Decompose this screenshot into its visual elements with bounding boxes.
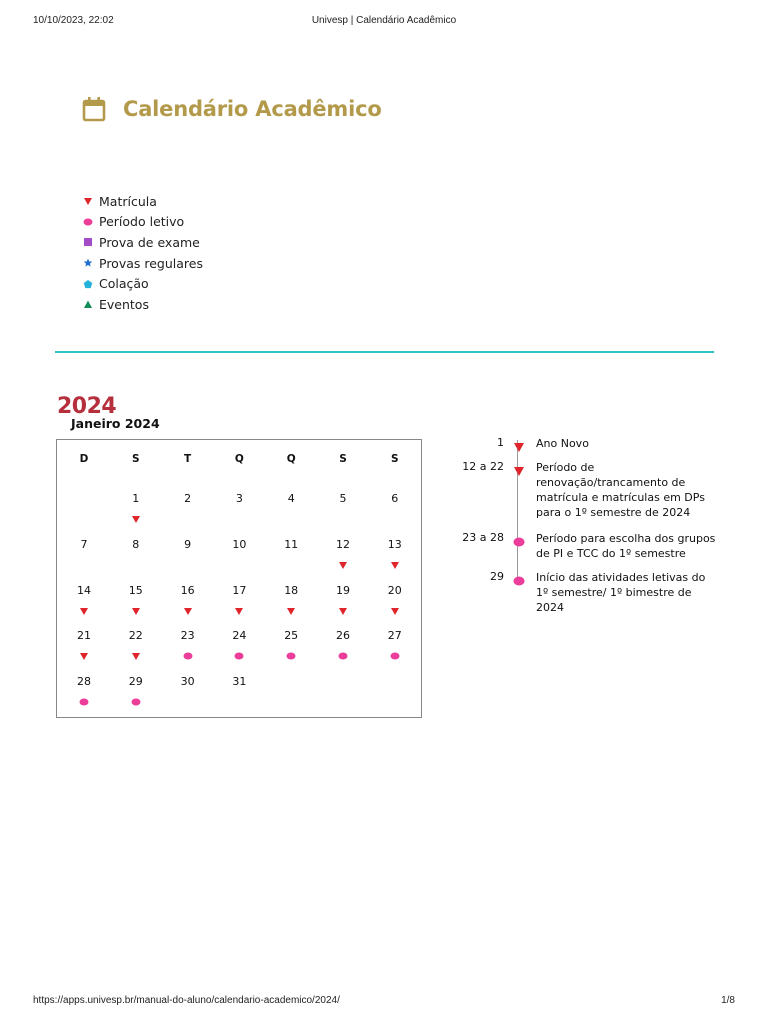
day-number: 29	[128, 675, 143, 689]
day-marker	[168, 692, 208, 704]
day-marker	[271, 509, 311, 521]
day-number: 25	[284, 629, 299, 643]
triangle-down-icon	[131, 514, 141, 524]
circle-icon	[338, 651, 348, 661]
weekday-header: S	[132, 453, 140, 465]
day-cell	[64, 583, 104, 613]
day-number: 23	[180, 629, 195, 643]
weekday-header: Q	[234, 453, 244, 465]
day-cell	[168, 674, 208, 704]
day-number: 31	[232, 675, 247, 689]
day-marker	[271, 601, 311, 613]
year-heading: 2024	[57, 394, 117, 419]
day-marker	[116, 555, 156, 567]
legend-label: Colação	[99, 276, 149, 292]
legend-symbol	[82, 258, 93, 269]
print-date: 10/10/2023, 22:02	[33, 15, 114, 26]
triangle-down-icon	[513, 441, 525, 453]
day-cell	[271, 583, 311, 613]
day-number: 30	[180, 675, 195, 689]
day-number: 21	[77, 629, 91, 643]
legend-symbol	[82, 216, 93, 227]
day-number: 13	[387, 537, 402, 551]
day-marker	[375, 601, 415, 613]
day-marker	[64, 646, 104, 658]
day-number: 14	[77, 583, 91, 597]
event-marker	[513, 533, 525, 545]
day-marker	[116, 646, 156, 658]
legend-symbol	[82, 196, 93, 207]
day-cell	[323, 583, 363, 613]
day-cell	[168, 491, 208, 521]
day-cell	[116, 674, 156, 704]
day-number: 22	[128, 629, 143, 643]
day-number: 2	[184, 492, 192, 505]
day-cell	[219, 628, 259, 658]
star-icon	[83, 258, 93, 268]
event-date: 1	[497, 436, 504, 449]
legend-item	[82, 232, 203, 253]
triangle-up-icon	[83, 299, 93, 309]
day-cell	[168, 628, 208, 658]
square-icon	[83, 237, 93, 247]
page-title	[82, 96, 382, 122]
day-number: 19	[336, 583, 350, 597]
legend-symbol	[82, 278, 93, 289]
legend	[82, 191, 203, 315]
circle-icon	[131, 697, 141, 707]
calendar-icon	[82, 96, 106, 122]
legend-label: Período letivo	[99, 214, 185, 230]
day-marker	[219, 555, 259, 567]
day-cell	[271, 628, 311, 658]
day-marker	[323, 509, 363, 521]
circle-icon	[286, 651, 296, 661]
legend-item	[82, 273, 203, 294]
month-heading: Janeiro 2024	[71, 416, 160, 431]
legend-item	[82, 294, 203, 315]
circle-icon	[79, 697, 89, 707]
circle-icon	[390, 651, 400, 661]
day-marker	[219, 692, 259, 704]
day-marker	[375, 555, 415, 567]
event-marker	[513, 462, 525, 474]
day-marker	[271, 555, 311, 567]
weekday-header: T	[184, 453, 192, 465]
day-cell	[219, 537, 259, 567]
pentagon-icon	[83, 279, 93, 289]
day-cell	[323, 537, 363, 567]
day-number: 27	[387, 629, 402, 643]
day-cell	[116, 583, 156, 613]
day-cell	[64, 537, 104, 567]
day-marker	[219, 646, 259, 658]
day-marker	[271, 646, 311, 658]
day-cell	[219, 583, 259, 613]
timeline-line	[517, 440, 518, 580]
day-marker	[219, 509, 259, 521]
day-marker	[219, 601, 259, 613]
day-number: 18	[284, 583, 299, 597]
day-cell	[219, 674, 259, 704]
legend-label: Matrícula	[99, 193, 157, 209]
weekday-header: Q	[286, 453, 296, 465]
day-marker	[116, 509, 156, 521]
day-marker	[64, 601, 104, 613]
day-number: 8	[132, 537, 140, 551]
day-number: 16	[180, 583, 195, 597]
day-number: 9	[184, 537, 192, 551]
event-marker	[513, 438, 525, 450]
day-marker	[64, 692, 104, 704]
day-number: 4	[287, 492, 295, 505]
event-date: 12 a 22	[462, 460, 504, 473]
event-description: Ano Novo	[536, 437, 589, 450]
triangle-down-icon	[513, 465, 525, 477]
day-cell	[219, 491, 259, 521]
day-cell	[323, 491, 363, 521]
day-marker	[168, 509, 208, 521]
day-marker	[323, 646, 363, 658]
day-cell	[168, 537, 208, 567]
day-cell	[116, 491, 156, 521]
triangle-down-icon	[286, 606, 296, 616]
legend-label: Provas regulares	[99, 255, 203, 271]
day-number: 6	[391, 492, 399, 505]
triangle-down-icon	[79, 606, 89, 616]
day-cell	[271, 537, 311, 567]
day-number: 11	[284, 537, 299, 551]
circle-icon	[234, 651, 244, 661]
day-number: 17	[232, 583, 247, 597]
circle-icon	[513, 536, 525, 548]
circle-icon	[83, 217, 93, 227]
print-title: Univesp | Calendário Acadêmico	[311, 15, 457, 26]
triangle-down-icon	[390, 560, 400, 570]
day-marker	[168, 601, 208, 613]
day-marker	[168, 646, 208, 658]
triangle-down-icon	[234, 606, 244, 616]
day-cell	[64, 674, 104, 704]
month-calendar	[56, 439, 422, 718]
weekday-header: S	[391, 453, 399, 465]
day-cell	[375, 583, 415, 613]
event-description: Período de renovação/trancamento de matrícula e matrículas em DPs para o 1º semestre de 2024	[536, 461, 705, 519]
day-marker	[168, 555, 208, 567]
day-cell	[168, 583, 208, 613]
triangle-down-icon	[83, 196, 93, 206]
day-cell	[375, 628, 415, 658]
legend-item	[82, 253, 203, 274]
print-url: https://apps.univesp.br/manual-do-aluno/calendario-academico/2024/	[33, 995, 340, 1006]
legend-symbol	[82, 299, 93, 310]
day-marker	[116, 601, 156, 613]
day-number: 5	[339, 492, 347, 505]
triangle-down-icon	[390, 606, 400, 616]
print-page-number: 1/8	[721, 995, 735, 1006]
legend-item	[82, 212, 203, 233]
day-number: 7	[80, 537, 88, 551]
day-number: 10	[232, 537, 247, 551]
weekday-header: D	[79, 453, 89, 465]
day-number: 24	[232, 629, 247, 643]
day-number: 28	[77, 675, 91, 689]
day-cell	[116, 537, 156, 567]
day-number: 12	[336, 537, 350, 551]
day-cell	[271, 491, 311, 521]
day-marker	[375, 646, 415, 658]
event-description: Período para escolha dos grupos de PI e TCC do 1º semestre	[536, 532, 716, 560]
triangle-down-icon	[338, 606, 348, 616]
day-cell	[375, 537, 415, 567]
day-cell	[375, 491, 415, 521]
triangle-down-icon	[131, 651, 141, 661]
day-number: 3	[235, 492, 243, 505]
day-cell	[323, 628, 363, 658]
day-number: 20	[387, 583, 402, 597]
day-number: 1	[132, 492, 140, 505]
circle-icon	[183, 651, 193, 661]
weekday-header: S	[339, 453, 347, 465]
legend-label: Eventos	[99, 296, 149, 312]
event-description: Início das atividades letivas do 1º semestre/ 1º bimestre de 2024	[536, 571, 706, 614]
triangle-down-icon	[338, 560, 348, 570]
legend-label: Prova de exame	[99, 234, 200, 250]
day-cell	[64, 628, 104, 658]
triangle-down-icon	[183, 606, 193, 616]
day-marker	[116, 692, 156, 704]
divider	[55, 351, 714, 353]
day-number: 15	[128, 583, 143, 597]
triangle-down-icon	[131, 606, 141, 616]
day-cell	[116, 628, 156, 658]
legend-symbol	[82, 237, 93, 248]
page-heading: Calendário Acadêmico	[123, 97, 382, 121]
legend-item	[82, 191, 203, 212]
day-number: 26	[336, 629, 350, 643]
circle-icon	[513, 575, 525, 587]
day-marker	[64, 555, 104, 567]
event-marker	[513, 572, 525, 584]
triangle-down-icon	[79, 651, 89, 661]
day-marker	[323, 555, 363, 567]
event-date: 23 a 28	[462, 531, 504, 544]
day-marker	[323, 601, 363, 613]
day-marker	[375, 509, 415, 521]
event-date: 29	[490, 570, 504, 583]
